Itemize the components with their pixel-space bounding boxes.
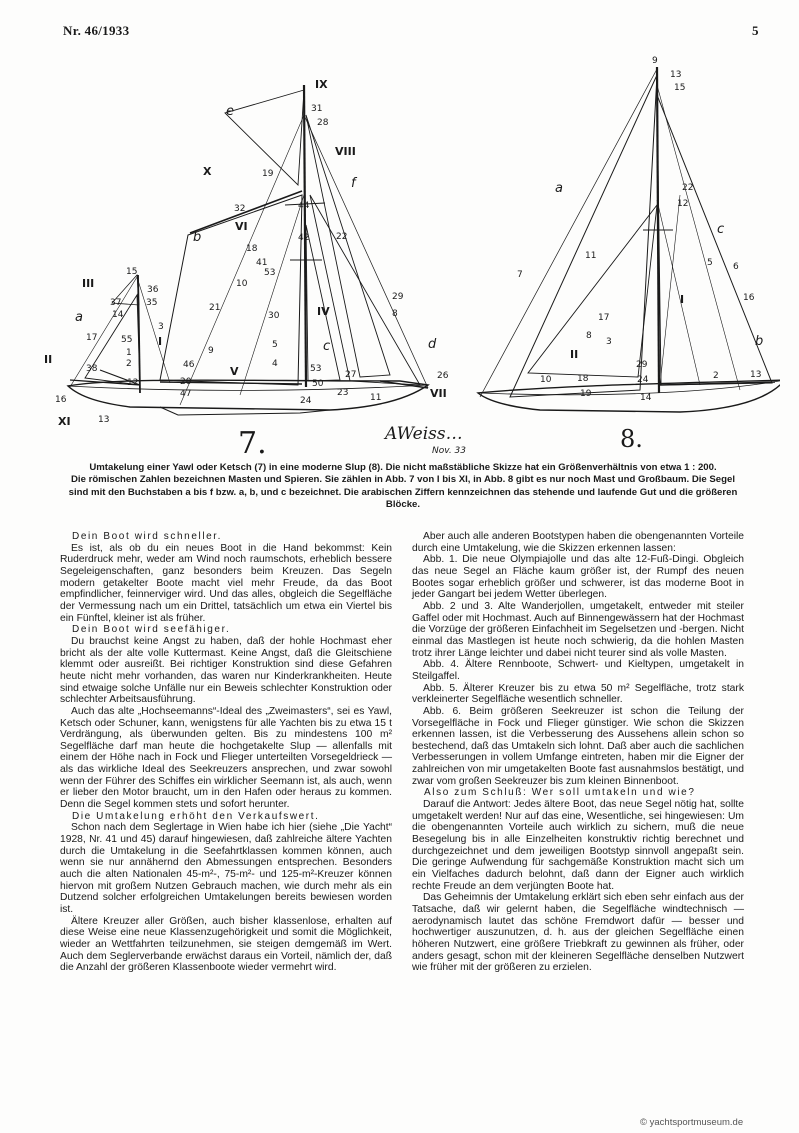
svg-text:17: 17 bbox=[86, 333, 98, 343]
body-paragraph: Das Geheimnis der Umtakelung erklärt sich eben sehr einfach aus der Tatsache, daß wir gelernt haben, die Segelfläche windtechnisch — aerodynamisch lautet das schöne Fremdwort dafür — besser und hochwertiger auszunutzen, d. h. aus der gleichen Segelfläche einen höheren Nutzwert, eine größere Triebkraft zu gewinnen als früher, oder anders gesagt, schon mit der kleineren Segelfläche denselben Nutzwert wie früher mit der größeren zu erzielen. bbox=[412, 892, 744, 974]
page-number: 5 bbox=[752, 23, 759, 38]
svg-text:15: 15 bbox=[126, 267, 138, 277]
svg-text:36: 36 bbox=[147, 285, 159, 295]
svg-text:15: 15 bbox=[674, 83, 686, 93]
svg-text:16: 16 bbox=[55, 395, 67, 405]
figure-8-number: 8. bbox=[620, 425, 643, 453]
svg-text:55: 55 bbox=[121, 335, 133, 345]
svg-text:4: 4 bbox=[272, 359, 278, 369]
svg-text:19: 19 bbox=[580, 389, 592, 399]
svg-text:6: 6 bbox=[733, 262, 739, 272]
sloop-mast-i: I bbox=[680, 293, 685, 306]
svg-text:23: 23 bbox=[337, 388, 349, 398]
svg-text:18: 18 bbox=[246, 244, 258, 254]
label-x: X bbox=[203, 165, 212, 178]
label-v: V bbox=[230, 365, 239, 378]
copyright-credit: © yachtsportmuseum.de bbox=[640, 1117, 744, 1128]
svg-text:8: 8 bbox=[392, 309, 398, 319]
svg-text:10: 10 bbox=[540, 375, 552, 385]
svg-text:7: 7 bbox=[517, 270, 523, 280]
ketch-drawing bbox=[44, 78, 449, 428]
svg-text:24: 24 bbox=[300, 396, 312, 406]
svg-text:9: 9 bbox=[652, 56, 658, 66]
section-subheading: Die Umtakelung erhöht den Verkaufswert. bbox=[72, 810, 320, 822]
sail-letter-f: f bbox=[351, 176, 356, 191]
svg-text:18: 18 bbox=[577, 374, 589, 384]
label-iii: III bbox=[82, 277, 95, 290]
svg-text:14: 14 bbox=[640, 393, 652, 403]
svg-text:28: 28 bbox=[317, 118, 329, 128]
svg-text:5: 5 bbox=[707, 258, 713, 268]
svg-text:2: 2 bbox=[126, 359, 132, 369]
body-paragraph: Du brauchst keine Angst zu haben, daß der hohle Hochmast eher bricht als der alte volle Kuttermast. Keine Angst, daß die Gleitschiene klemmt oder ausreißt. Bei richtiger Konstruktion sind diese Gefahren heute nicht mehr vorhanden, das waren nur Kinderkrankheiten. Heute sind etwaige solche Unfälle nur ein Beweis schlechter Konstruktion oder schlechter Arbeitsausführung. bbox=[60, 635, 392, 706]
svg-text:11: 11 bbox=[585, 251, 597, 261]
svg-text:8: 8 bbox=[586, 331, 592, 341]
sail-letter-e: e bbox=[226, 104, 234, 119]
svg-text:26: 26 bbox=[437, 371, 449, 381]
svg-text:13: 13 bbox=[750, 370, 762, 380]
svg-text:13: 13 bbox=[670, 70, 682, 80]
sail-letter-b: b bbox=[193, 230, 202, 245]
svg-text:17: 17 bbox=[598, 313, 610, 323]
issue-number: Nr. 46/1933 bbox=[63, 23, 130, 38]
svg-text:29: 29 bbox=[392, 292, 404, 302]
body-paragraph: Aber auch alle anderen Bootstypen haben die obengenannten Vorteile durch eine Umtakelung, wie die Skizzen erkennen lassen: bbox=[412, 531, 744, 554]
sloop-drawing bbox=[478, 56, 780, 412]
sloop-letter-a: a bbox=[555, 181, 563, 196]
left-column bbox=[60, 531, 392, 974]
svg-text:3: 3 bbox=[158, 322, 164, 332]
svg-text:46: 46 bbox=[183, 360, 195, 370]
svg-text:29: 29 bbox=[636, 360, 648, 370]
svg-text:12: 12 bbox=[127, 378, 139, 388]
body-paragraph: Abb. 4. Ältere Rennboote, Schwert- und Kieltypen, umgetakelt in Steilgaffel. bbox=[412, 659, 744, 682]
svg-text:1: 1 bbox=[126, 348, 132, 358]
figure-7-number: 7. bbox=[238, 426, 267, 461]
caption-line-2: Die römischen Zahlen bezeichnen Masten und Spieren. Sie zählen in Abb. 7 von I bis XI, in Abb. 8 gibt es nur noch Mast und Großbaum. Die Segel sind mit den Buchstaben a bis f bzw. a, b, und c bezeichnet. Die arabischen Ziffern kennzeichnen das stehende und laufende Gut und die größeren Blöcke. bbox=[68, 474, 738, 511]
svg-text:44: 44 bbox=[298, 201, 310, 211]
svg-text:42: 42 bbox=[298, 233, 310, 243]
svg-text:22: 22 bbox=[336, 232, 348, 242]
svg-text:14: 14 bbox=[112, 310, 124, 320]
svg-text:31: 31 bbox=[311, 104, 323, 114]
svg-text:13: 13 bbox=[98, 415, 110, 425]
sloop-letter-c: c bbox=[717, 222, 725, 237]
label-xi: XI bbox=[58, 415, 71, 428]
label-vii: VII bbox=[430, 387, 447, 400]
artist-signature: AWeiss… bbox=[385, 424, 463, 444]
svg-text:47: 47 bbox=[180, 389, 192, 399]
section-subheading: Also zum Schluß: Wer soll umtakeln und wie? bbox=[424, 787, 696, 799]
svg-text:38: 38 bbox=[86, 364, 98, 374]
svg-text:19: 19 bbox=[262, 169, 274, 179]
svg-text:53: 53 bbox=[264, 268, 276, 278]
label-mast-i: I bbox=[158, 335, 163, 348]
svg-text:10: 10 bbox=[236, 279, 248, 289]
signature-date: Nov. 33 bbox=[432, 446, 467, 456]
svg-text:12: 12 bbox=[677, 199, 689, 209]
svg-text:20: 20 bbox=[180, 377, 192, 387]
right-column bbox=[412, 531, 744, 974]
svg-text:2: 2 bbox=[713, 371, 719, 381]
svg-text:35: 35 bbox=[146, 298, 158, 308]
svg-text:9: 9 bbox=[208, 346, 214, 356]
figure-caption bbox=[62, 462, 744, 512]
body-paragraph: Schon nach dem Seglertage in Wien habe ich hier (siehe „Die Yacht“ 1928, Nr. 41 und 45) darauf hingewiesen, daß zahlreiche ältere Yachten durch die Umtakelung in die Seefahrtklassen kommen können, auch wenn sie nur annähernd den Abmessungen entsprechen. Besonders auch die alten Nationalen 45-m²-, 75-m²- und 125-m²-Kreuzer können hiervon mit großem Nutzen Gebrauch machen, wie durch mehr als ein Dutzend solcher erfolgreichen Umtakelungen bereits bewiesen worden ist. bbox=[60, 822, 392, 915]
body-paragraph: Es ist, als ob du ein neues Boot in die Hand bekommst: Kein Ruderdruck mehr, weder am Wind noch raumschots, erheblich bessere Segeleigenschaften, ganz besonders beim Kreuzen. Das Segeln modern getakelter Boote macht viel mehr Freude, da das Boot empfindlicher, feinnerviger wird. Und das alles, obgleich die Segelfläche der Vermessung nach um ein Drittel, tatsächlich um etwa ein Viertel bis ein Fünftel, kleiner ist als früher. bbox=[60, 542, 392, 624]
label-viii: VIII bbox=[335, 145, 356, 158]
sail-letter-d: d bbox=[428, 337, 437, 352]
rigging-diagram bbox=[40, 55, 780, 465]
svg-text:5: 5 bbox=[272, 340, 278, 350]
body-paragraph: Abb. 1. Die neue Olympiajolle und das alte 12-Fuß-Dingi. Obgleich das neue Segel an Fläche kaum größer ist, der Rumpf des neuen Bootes sogar erheblich größer und schwerer, ist das moderne Boot in jeder Gangart bei jedem Wetter überlegen. bbox=[412, 554, 744, 601]
svg-text:16: 16 bbox=[743, 293, 755, 303]
svg-text:24: 24 bbox=[637, 375, 649, 385]
section-subheading: Dein Boot wird seefähiger. bbox=[72, 624, 231, 636]
sail-letter-a: a bbox=[75, 310, 83, 325]
body-paragraph: Abb. 6. Beim größeren Seekreuzer ist schon die Teilung der Vorsegelfläche in Fock und Flieger günstiger. Wie schon die Skizzen erkennen lassen, ist die Verbesserung des Aussehens allein schon so bestechend, daß das Umtakeln sich lohnt. Daß aber auch die sachlichen Verbesserungen in vollem Umfange eintreten, haben mir die Eigner der zahlreichen von mir umgetakelten Boote fast ausnahmslos bestätigt, und zwar vom großen Seekreuzer bis zum kleinen Binnenboot. bbox=[412, 705, 744, 787]
label-ii: II bbox=[44, 353, 53, 366]
svg-text:30: 30 bbox=[268, 311, 280, 321]
sail-letter-c: c bbox=[323, 339, 331, 354]
svg-text:53: 53 bbox=[310, 364, 322, 374]
svg-text:50: 50 bbox=[312, 379, 324, 389]
body-paragraph: Abb. 5. Älterer Kreuzer bis zu etwa 50 m² Segelfläche, trotz stark verkleinerter Segelfläche wesentlich schneller. bbox=[412, 682, 744, 706]
svg-text:21: 21 bbox=[209, 303, 221, 313]
label-ix: IX bbox=[315, 78, 328, 91]
svg-text:11: 11 bbox=[370, 393, 382, 403]
svg-text:37: 37 bbox=[110, 298, 122, 308]
svg-text:22: 22 bbox=[682, 183, 694, 193]
svg-text:3: 3 bbox=[606, 337, 612, 347]
body-paragraph: Abb. 2 und 3. Alte Wanderjollen, umgetakelt, entweder mit steiler Gaffel oder mit Hochmast. Auch auf Binnengewässern hat der Hochmast die Vorzüge der größeren Einfachheit im Segelsetzen und -bergen. Nicht einmal das Mastlegen ist heute noch schwierig, da die hohlen Masten trotz ihrer Länge leichter und dabei nicht teurer sind als volle Masten. bbox=[412, 600, 744, 659]
sloop-letter-b: b bbox=[755, 334, 764, 349]
sloop-boom-ii: II bbox=[570, 348, 579, 361]
svg-text:27: 27 bbox=[345, 370, 357, 380]
label-iv: IV bbox=[317, 305, 330, 318]
section-subheading: Dein Boot wird schneller. bbox=[72, 531, 223, 542]
svg-text:32: 32 bbox=[234, 204, 246, 214]
body-paragraph: Auch das alte „Hochseemanns“-Ideal des „Zweimasters“, sei es Yawl, Ketsch oder Schuner, kann, wenigstens für alle Yachten bis zu etwa 15 t Verdrängung, als überwunden gelten. Bis zu mindestens 100 m² Segelfläche darf man heute die hochgetakelte Slup — allenfalls mit einem der Höhe nach in Fock und Flieger unterteilten Vorsegeldrieck — als das wirkliche Ideal des Seekreuzers ansprechen, und zwar sowohl wenn der Führer des Schiffes ein wirklicher Seemann ist, als auch, wenn er lieber den Motor braucht, um in den Hafen oder heraus zu kommen. Denn die Segel kommen stets und sofort herunter. bbox=[60, 705, 392, 811]
caption-line-1: Umtakelung einer Yawl oder Ketsch (7) in eine moderne Slup (8). Die nicht maßstäbliche Skizze hat ein Größenverhältnis von etwa 1 : 200. bbox=[89, 462, 717, 473]
svg-text:41: 41 bbox=[256, 258, 268, 268]
body-paragraph: Ältere Kreuzer aller Größen, auch bisher klassenlose, erhalten auf diese Weise eine neue Klassenzugehörigkeit und somit die Möglichkeit, wieder an Wettfahrten teilzunehmen, sie steigen demgemäß im Wert. Auch dem Seglerverbande erwächst daraus ein Vorteil, nämlich der, daß die Anzahl der größeren Klassenboote wieder vermehrt wird. bbox=[60, 915, 392, 974]
label-vi: VI bbox=[235, 220, 248, 233]
body-paragraph: Darauf die Antwort: Jedes ältere Boot, das neue Segel nötig hat, sollte umgetakelt werden! Nur auf das eine, Wesentliche, sei hingewiesen: Um die obengenannten Vorteile auch wirklich zu sichern, muß die neue Besegelung bis in alle Einzelheiten konstruktiv richtig berechnet und durchgezeichnet und dem jeweiligen Bootstyp sinnvoll angepaßt sein. Die geringe Aufwendung für sachgemäße Konstruktion macht sich um ein Vielfaches dadurch belohnt, daß dann der Eigner auch wirklich rechte Freude an dem verjüngten Boote hat. bbox=[412, 799, 744, 892]
